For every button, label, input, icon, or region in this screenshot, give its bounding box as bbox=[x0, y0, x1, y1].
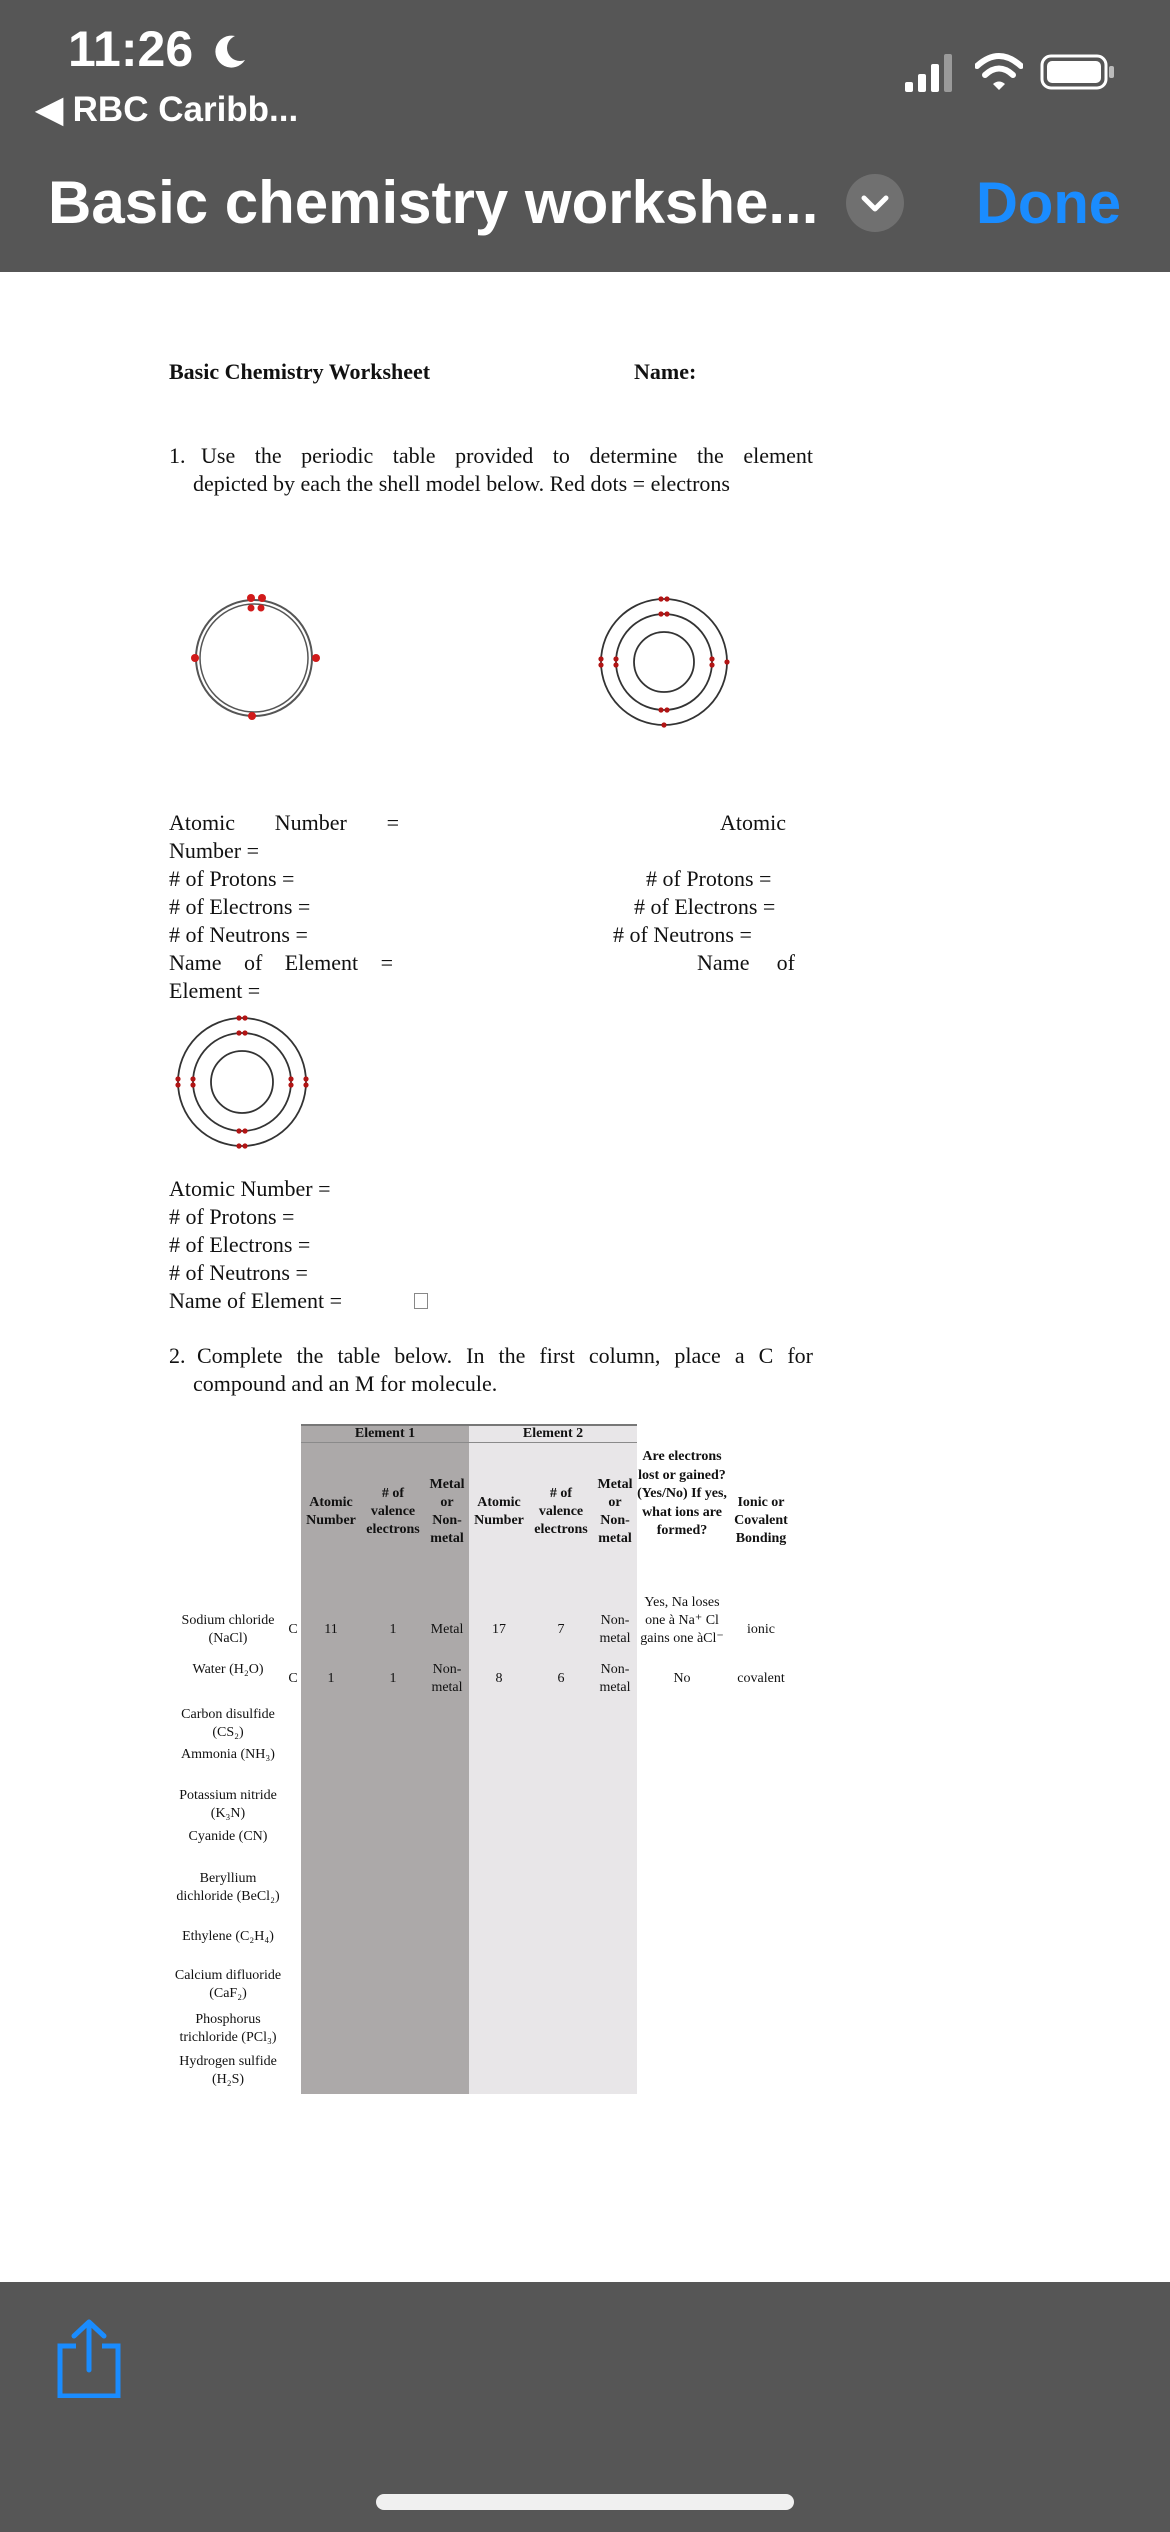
header-metal-1: Metal or Non-metal bbox=[429, 1477, 465, 1546]
row-substance-name: Cyanide (CN) bbox=[188, 1829, 268, 1844]
row-substance-name: Calcium difluoride (CaF₂) bbox=[174, 1968, 282, 2001]
header-electrons-lost: Are electrons lost or gained? (Yes/No) If yes, what ions are formed? bbox=[637, 1449, 727, 1538]
question-2-text-2: compound and an M for molecule. bbox=[193, 1371, 498, 1396]
home-indicator bbox=[376, 2494, 794, 2510]
header-valence-1: # of valence electrons bbox=[366, 1486, 420, 1537]
shell-model-1 bbox=[184, 582, 330, 728]
left-atomic-number: Atomic Number = bbox=[169, 810, 399, 835]
moon-icon bbox=[213, 34, 247, 70]
header-bonding: Ionic or Covalent Bonding bbox=[734, 1495, 788, 1546]
table-cell[interactable]: Non-metal bbox=[599, 1613, 631, 1646]
chevron-down-icon bbox=[846, 174, 904, 232]
right-atomic: Atomic bbox=[720, 810, 786, 835]
third-neutrons: # of Neutrons = bbox=[169, 1260, 308, 1285]
table-cell[interactable]: 1 bbox=[389, 1622, 397, 1637]
row-type-cell[interactable]: C bbox=[288, 1671, 298, 1686]
table-cell[interactable]: Non-metal bbox=[431, 1662, 463, 1695]
cellular-signal-icon bbox=[905, 52, 953, 94]
table-cell[interactable]: 11 bbox=[324, 1622, 338, 1637]
status-time: 11:26 bbox=[68, 20, 247, 78]
header-metal-2: Metal or Non-metal bbox=[597, 1477, 633, 1546]
table-cell[interactable]: 6 bbox=[557, 1671, 565, 1686]
top-bar bbox=[0, 0, 1170, 272]
table-cell[interactable]: 1 bbox=[389, 1671, 397, 1686]
shell-model-2 bbox=[592, 582, 738, 728]
left-protons: # of Protons = bbox=[169, 866, 295, 891]
left-neutrons: # of Neutrons = bbox=[169, 922, 308, 947]
question-2-number: 2. bbox=[169, 1343, 186, 1368]
wifi-icon bbox=[975, 52, 1023, 92]
row-substance-name: Hydrogen sulfide (H₂S) bbox=[179, 2054, 277, 2087]
table-cell[interactable]: No bbox=[673, 1671, 691, 1686]
question-1-text: Use the periodic table provided to determine the element bbox=[201, 443, 813, 468]
back-arrow-icon: ◀ bbox=[36, 90, 63, 129]
left-element: Element = bbox=[169, 978, 261, 1003]
back-to-app-link[interactable]: ◀ RBC Caribb... bbox=[36, 90, 299, 129]
table-cell[interactable]: covalent bbox=[737, 1671, 785, 1686]
row-substance-name: Carbon disulfide (CS₂) bbox=[181, 1707, 275, 1740]
table-cell[interactable]: 1 bbox=[327, 1671, 335, 1686]
battery-icon bbox=[1040, 52, 1116, 92]
document-page bbox=[0, 272, 1170, 2282]
question-1-number: 1. bbox=[169, 443, 186, 468]
third-name-of-element: Name of Element = bbox=[169, 1288, 343, 1313]
element-2-header: Element 2 bbox=[522, 1426, 584, 1441]
header-atomic-number-1: Atomic Number bbox=[306, 1495, 356, 1528]
table-cell[interactable]: 17 bbox=[492, 1622, 506, 1637]
row-substance-name: Water (H₂O) bbox=[192, 1662, 264, 1677]
table-cell[interactable]: 8 bbox=[495, 1671, 503, 1686]
right-neutrons: # of Neutrons = bbox=[613, 922, 752, 947]
document-title: Basic chemistry workshe... bbox=[48, 169, 819, 236]
right-protons: # of Protons = bbox=[646, 866, 772, 891]
header-valence-2: # of valence electrons bbox=[534, 1486, 588, 1537]
table-cell[interactable]: Metal bbox=[430, 1622, 464, 1637]
shell-model-3 bbox=[172, 1002, 318, 1162]
table-cell[interactable]: ionic bbox=[747, 1622, 775, 1637]
share-button[interactable] bbox=[54, 2318, 124, 2398]
left-name-of-element: Name of Element = bbox=[169, 950, 393, 975]
row-type-cell[interactable]: C bbox=[288, 1622, 298, 1637]
table-cell[interactable]: Yes, Na loses one à Na⁺ Cl gains one àCl⁻ bbox=[640, 1595, 724, 1646]
table-cell[interactable]: Non-metal bbox=[599, 1662, 631, 1695]
left-number: Number = bbox=[169, 838, 259, 863]
checkbox-icon bbox=[414, 1293, 428, 1309]
question-1-text-2: depicted by each the shell model below. Red dots = electrons bbox=[193, 471, 730, 496]
right-electrons: # of Electrons = bbox=[634, 894, 776, 919]
third-atomic-number: Atomic Number = bbox=[169, 1176, 331, 1201]
element-1-header: Element 1 bbox=[354, 1426, 416, 1441]
table-cell[interactable]: 7 bbox=[557, 1622, 565, 1637]
row-substance-name: Phosphorus trichloride (PCl₃) bbox=[179, 2012, 277, 2045]
row-substance-name: Beryllium dichloride (BeCl₂) bbox=[176, 1871, 280, 1904]
worksheet-title: Basic Chemistry Worksheet bbox=[169, 359, 431, 384]
left-electrons: # of Electrons = bbox=[169, 894, 311, 919]
title-menu-button[interactable] bbox=[846, 174, 904, 232]
question-2-text: Complete the table below. In the first column, place a C for bbox=[197, 1343, 813, 1368]
row-substance-name: Ethylene (C₂H₄) bbox=[182, 1929, 274, 1944]
right-name-of: Name of bbox=[697, 950, 795, 975]
header-atomic-number-2: Atomic Number bbox=[474, 1495, 524, 1528]
row-substance-name: Ammonia (NH₃) bbox=[181, 1747, 275, 1762]
done-button[interactable]: Done bbox=[976, 171, 1121, 236]
name-label: Name: bbox=[634, 359, 697, 384]
row-substance-name: Potassium nitride (K₃N) bbox=[179, 1788, 277, 1821]
row-substance-name: Sodium chloride (NaCl) bbox=[181, 1613, 275, 1646]
third-protons: # of Protons = bbox=[169, 1204, 295, 1229]
third-electrons: # of Electrons = bbox=[169, 1232, 311, 1257]
